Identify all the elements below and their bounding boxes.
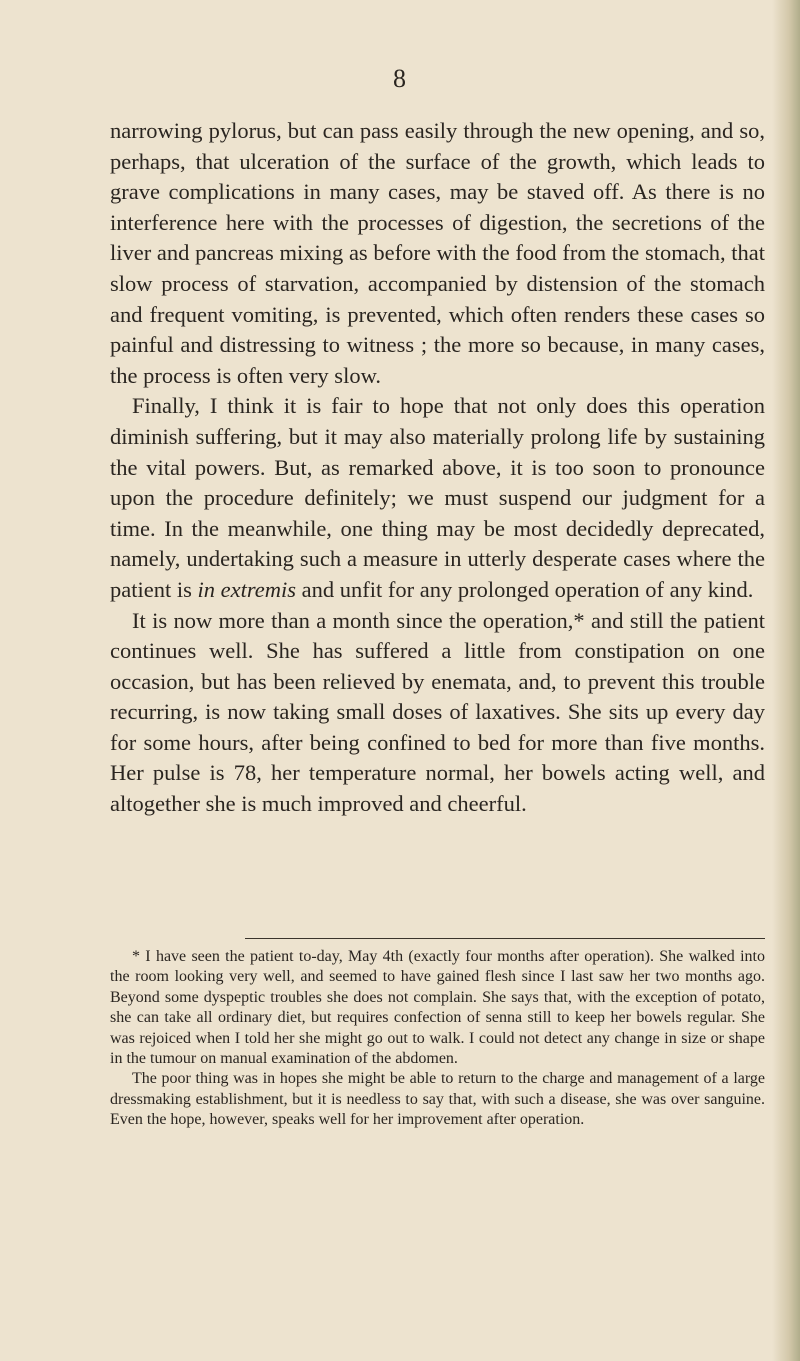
page-edge-shadow [772, 0, 800, 1361]
paragraph-1: narrowing pylorus, but can pass easily through the new opening, and so, perhaps, that ulceration of the surface of the growth, which leads to grave complications in many cases, may be staved off. As there is no interference here with the processes of digestion, the secretions of the liver and pancreas mixing as before with the food from the stomach, that slow process of starvation, accompanied by distension of the stomach and frequent vomiting, is prevented, which often renders these cases so painful and distressing to witness ; the more so because, in many cases, the process is often very slow. [110, 118, 765, 388]
footnote [110, 947, 765, 1131]
paragraph-2-italic-phrase: in extremis [197, 576, 296, 602]
paragraph-2-text-after: and unfit for any prolonged operation of any kind. [296, 576, 754, 602]
footnote-paragraph-1: * I have seen the patient to-day, May 4th (exactly four months after operation). She walked into the room looking very well, and seemed to have gained flesh since I last saw her two months ago. Beyond some dyspeptic troubles she does not complain. She says that, with the exception of potato, she can take all ordinary diet, but requires confection of senna still to keep her bowels regular. She was rejoiced when I told her she might go out to walk. I could not detect any change in size or shape in the tumour on manual examination of the abdomen. [110, 948, 765, 1068]
paragraph-2-text-before: Finally, I think it is fair to hope that not only does this operation diminish suffering, but it may also materially prolong life by sustaining the vital powers. But, as remarked above, it is too soon to pronounce upon the procedure definitely; we must suspend our judgment for a time. In the meanwhile, one thing may be most decidedly deprecated, namely, undertaking such a measure in utterly desperate cases where the patient is [110, 393, 765, 602]
paragraph-2 [110, 391, 765, 605]
footnote-paragraph-2: The poor thing was in hopes she might be able to return to the charge and management of a large dressmaking establishment, but it is needless to say that, with such a disease, she was over sanguine. Even the hope, however, speaks well for her improvement after operation. [110, 1070, 765, 1129]
body-text [110, 116, 765, 820]
page-number: 8 [393, 64, 407, 93]
footnote-divider [245, 938, 765, 939]
paragraph-3: It is now more than a month since the operation,* and still the patient continues well. She has suffered a little from constipation on one occasion, but has been relieved by enemata, and, to prevent this trouble recurring, is now taking small doses of laxatives. She sits up every day for some hours, after being confined to bed for more than five months. Her pulse is 78, her temperature normal, her bowels acting well, and altogether she is much improved and cheerful. [110, 607, 765, 817]
